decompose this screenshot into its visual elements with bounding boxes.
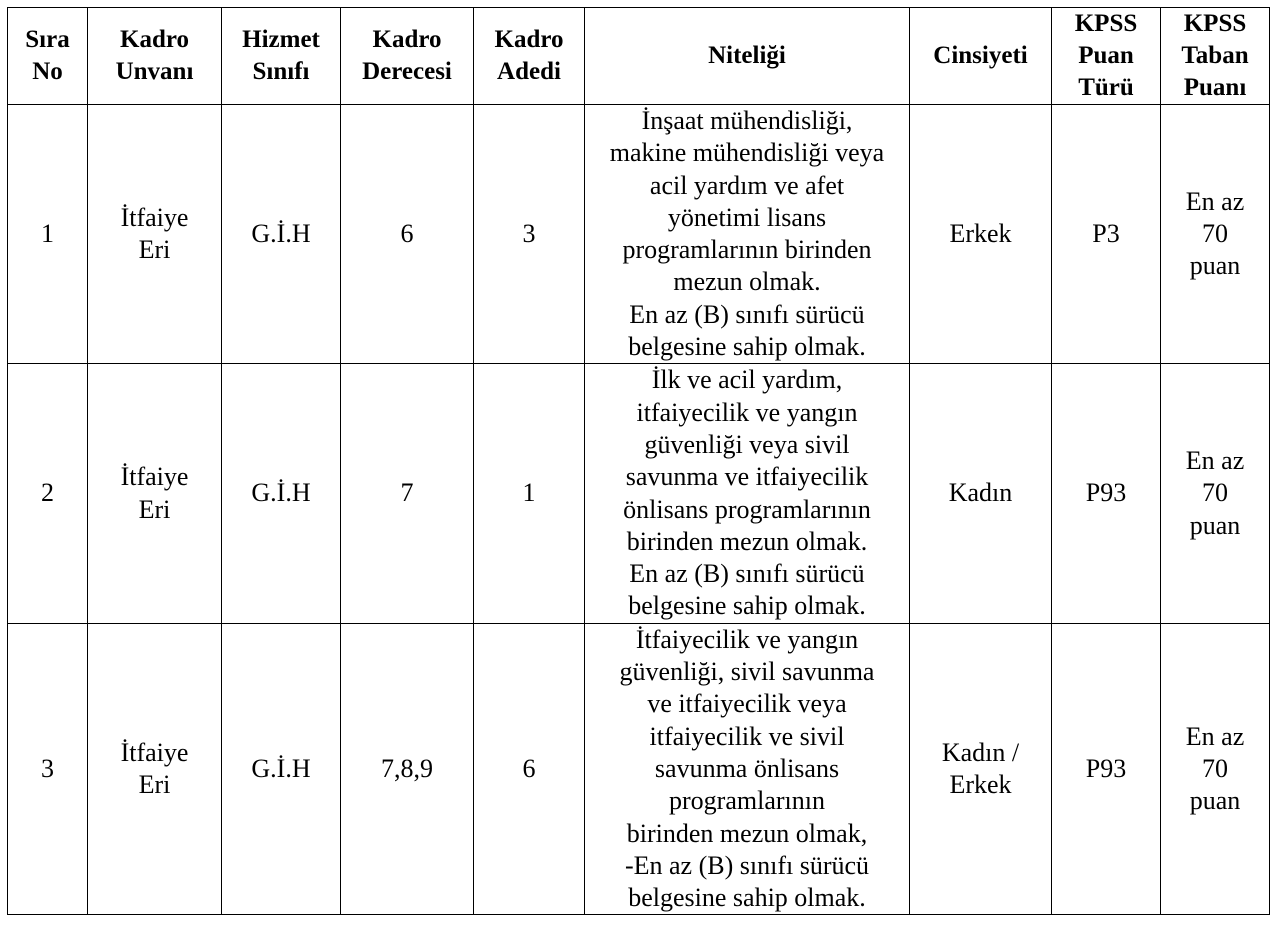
cell-derece: 7,8,9 xyxy=(341,623,474,915)
table-row xyxy=(8,364,1270,623)
header-row xyxy=(8,8,1270,105)
cell-taban-puan: En az 70 puan xyxy=(1161,623,1270,915)
cell-nitelik: İtfaiyecilik ve yangın güvenliği, sivil savunma ve itfaiyecilik veya itfaiyecilik ve sivil savunma önlisans programlarının birinden mezun olmak, -En az (B) sınıfı sürücü belgesine sahip olmak. xyxy=(585,623,910,915)
cell-puan-turu: P93 xyxy=(1052,364,1161,623)
cell-adet: 3 xyxy=(474,105,585,364)
table-row xyxy=(8,623,1270,915)
table-row xyxy=(8,105,1270,364)
header-kpss-taban-puani: KPSS Taban Puanı xyxy=(1161,8,1270,105)
cell-derece: 7 xyxy=(341,364,474,623)
header-kadro-adedi: Kadro Adedi xyxy=(474,8,585,105)
cell-sinif: G.İ.H xyxy=(222,105,341,364)
cell-taban-puan: En az 70 puan xyxy=(1161,105,1270,364)
header-cinsiyeti: Cinsiyeti xyxy=(910,8,1052,105)
cell-derece: 6 xyxy=(341,105,474,364)
cell-nitelik: İnşaat mühendisliği, makine mühendisliği veya acil yardım ve afet yönetimi lisans programlarının birinden mezun olmak. En az (B) sınıfı sürücü belgesine sahip olmak. xyxy=(585,105,910,364)
cell-adet: 1 xyxy=(474,364,585,623)
header-kpss-puan-turu: KPSS Puan Türü xyxy=(1052,8,1161,105)
cell-sinif: G.İ.H xyxy=(222,623,341,915)
cell-unvan: İtfaiye Eri xyxy=(88,105,222,364)
cell-cinsiyet: Kadın / Erkek xyxy=(910,623,1052,915)
header-niteligi: Niteliği xyxy=(585,8,910,105)
header-kadro-unvani: Kadro Unvanı xyxy=(88,8,222,105)
header-hizmet-sinifi: Hizmet Sınıfı xyxy=(222,8,341,105)
cell-unvan: İtfaiye Eri xyxy=(88,623,222,915)
cell-unvan: İtfaiye Eri xyxy=(88,364,222,623)
cell-adet: 6 xyxy=(474,623,585,915)
cell-sira: 3 xyxy=(8,623,88,915)
cell-cinsiyet: Erkek xyxy=(910,105,1052,364)
cell-taban-puan: En az 70 puan xyxy=(1161,364,1270,623)
cell-sira: 1 xyxy=(8,105,88,364)
cell-sinif: G.İ.H xyxy=(222,364,341,623)
cell-sira: 2 xyxy=(8,364,88,623)
header-kadro-derecesi: Kadro Derecesi xyxy=(341,8,474,105)
cell-nitelik: İlk ve acil yardım, itfaiyecilik ve yangın güvenliği veya sivil savunma ve itfaiyecilik önlisans programlarının birinden mezun olmak. En az (B) sınıfı sürücü belgesine sahip olmak. xyxy=(585,364,910,623)
cell-puan-turu: P3 xyxy=(1052,105,1161,364)
kadro-table xyxy=(7,7,1270,915)
header-sira-no: Sıra No xyxy=(8,8,88,105)
cell-cinsiyet: Kadın xyxy=(910,364,1052,623)
cell-puan-turu: P93 xyxy=(1052,623,1161,915)
